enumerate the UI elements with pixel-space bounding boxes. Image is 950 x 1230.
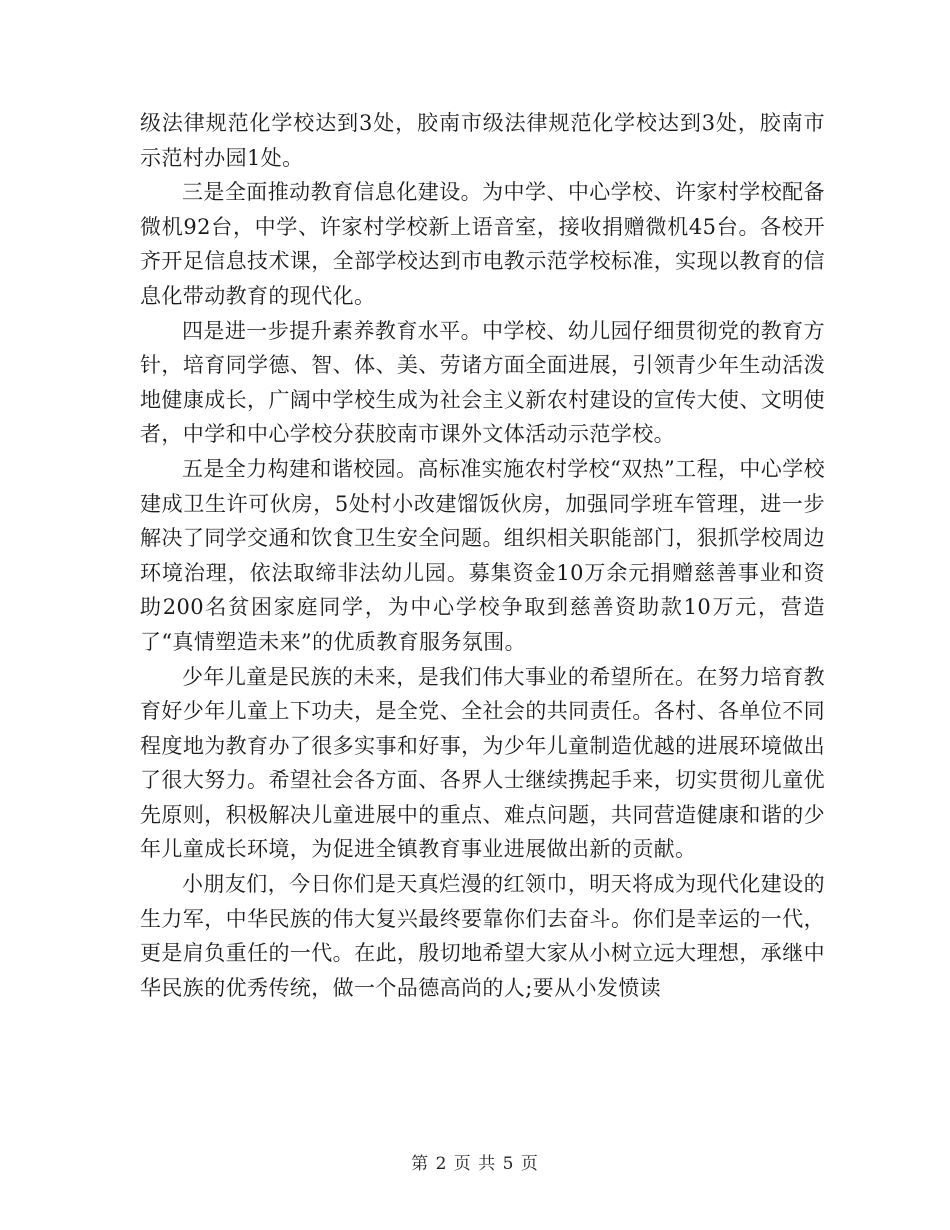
paragraph-harmonious-campus: 五是全力构建和谐校园。高标准实施农村学校“双热”工程，中心学校建成卫生许可伙房，5处村小改建馏饭伙房，加强同学班车管理，进一步解决了同学交通和饮食卫生安全问题。组织相关职能部门，狠抓学校周边环境治理，依法取缔非法幼儿园。募集资金10万余元捐赠慈善事业和资助200名贫困家庭同学，为中心学校争取到慈善资助款10万元，营造了“真情塑造未来”的优质教育服务氛围。 [140,456,825,654]
paragraph-address-to-children: 小朋友们，今日你们是天真烂漫的红领巾，明天将成为现代化建设的生力军，中华民族的伟大复兴最终要靠你们去奋斗。你们是幸运的一代，更是肩负重任的一代。在此，殷切地希望大家从小树立远大理想，承继中华民族的优秀传统，做一个品德高尚的人;要从小发愤读 [140,872,825,1000]
paragraph-education-informatization: 三是全面推动教育信息化建设。为中学、中心学校、许家村学校配备微机92台，中学、许家村学校新上语音室，接收捐赠微机45台。各校开齐开足信息技术课，全部学校达到市电教示范学校标准，实现以教育的信息化带动教育的现代化。 [140,180,825,308]
paragraph-quality-education: 四是进一步提升素养教育水平。中学校、幼儿园仔细贯彻党的教育方针，培育同学德、智、体、美、劳诸方面全面进展，引领青少年生动活泼地健康成长，广阔中学校生成为社会主义新农村建设的宣传大使、文明使者，中学和中心学校分获胶南市课外文体活动示范学校。 [140,318,825,447]
document-body [140,106,825,1005]
page-number-footer: 第 2 页 共 5 页 [411,1154,539,1174]
paragraph-continuation: 级法律规范化学校达到3处，胶南市级法律规范化学校达到3处，胶南市示范村办园1处。 [140,111,825,170]
paragraph-children-future: 少年儿童是民族的未来，是我们伟大事业的希望所在。在努力培育教育好少年儿童上下功夫，是全党、全社会的共同责任。各村、各单位不同程度地为教育办了很多实事和好事，为少年儿童制造优越的进展环境做出了很大努力。希望社会各方面、各界人士继续携起手来，切实贯彻儿童优先原则，积极解决儿童进展中的重点、难点问题，共同营造健康和谐的少年儿童成长环境，为促进全镇教育事业进展做出新的贡献。 [140,664,825,862]
